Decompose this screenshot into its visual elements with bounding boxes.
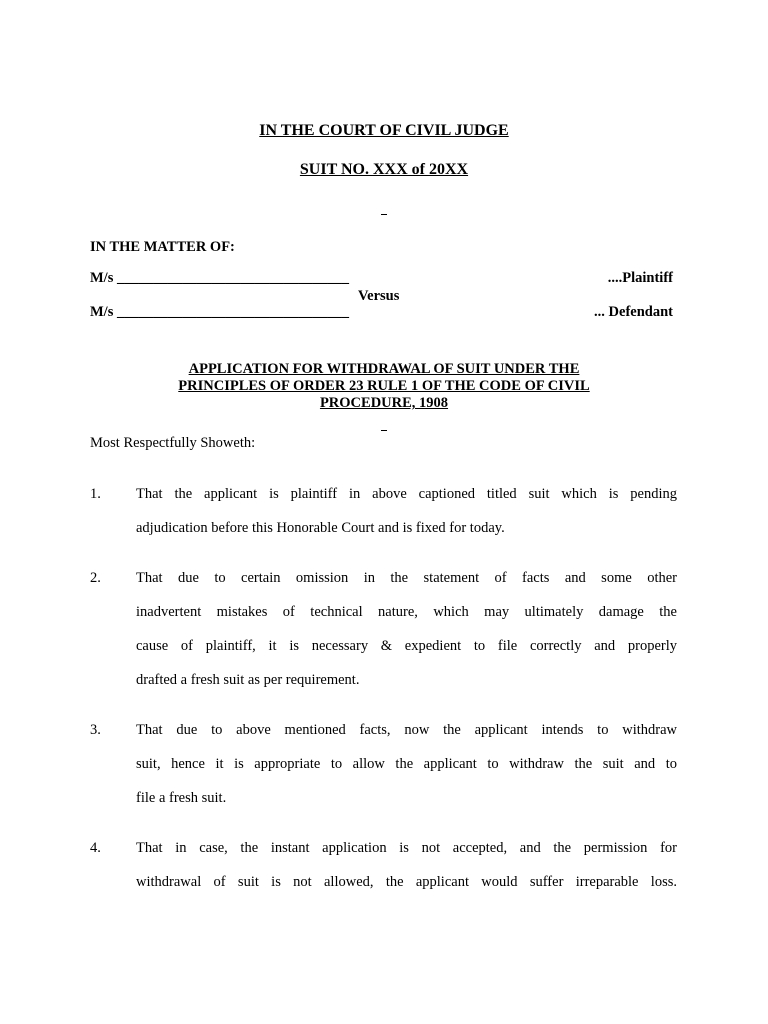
paragraph-1-end <box>136 511 677 545</box>
paragraph-line: That the applicant is plaintiff in above captioned titled suit which is pending <box>136 486 677 502</box>
paragraph-line: That due to certain omission in the statement of facts and some other <box>136 570 677 586</box>
paragraph-2 <box>136 561 677 663</box>
plaintiff-role: ....Plaintiff <box>607 270 673 286</box>
paragraph-line: drafted a fresh suit as per requirement. <box>136 672 360 688</box>
separator-mark <box>381 430 387 431</box>
salutation: Most Respectfully Showeth: <box>90 435 256 451</box>
paragraph-3 <box>136 713 677 781</box>
suit-number: SUIT NO. XXX of 20XX <box>299 161 469 178</box>
matter-label: IN THE MATTER OF: <box>90 239 235 255</box>
paragraph-1 <box>136 477 677 511</box>
application-title-line-2: PRINCIPLES OF ORDER 23 RULE 1 OF THE CODE OF CIVIL <box>178 378 590 394</box>
paragraph-line: inadvertent mistakes of technical nature, which may ultimately damage the <box>136 604 677 620</box>
paragraph-4 <box>136 831 677 899</box>
paragraph-number: 3. <box>90 722 101 738</box>
paragraph-line: cause of plaintiff, it is necessary & expedient to file correctly and properly <box>136 638 677 654</box>
paragraph-2-end <box>136 663 677 697</box>
application-title-line-1: APPLICATION FOR WITHDRAWAL OF SUIT UNDER THE <box>188 361 580 377</box>
paragraph-line: withdrawal of suit is not allowed, the applicant would suffer irreparable loss. <box>136 874 677 890</box>
defendant-role: ... Defendant <box>594 304 673 320</box>
paragraph-3-end <box>136 781 677 815</box>
defendant-line: M/s ________________________________ <box>90 304 349 320</box>
paragraph-number: 4. <box>90 840 101 856</box>
paragraph-line: That in case, the instant application is not accepted, and the permission for <box>136 840 677 856</box>
versus-label: Versus <box>358 288 400 304</box>
paragraph-line: suit, hence it is appropriate to allow the applicant to withdraw the suit and to <box>136 756 677 772</box>
paragraph-line: adjudication before this Honorable Court and is fixed for today. <box>136 520 505 536</box>
paragraph-line: That due to above mentioned facts, now the applicant intends to withdraw <box>136 722 677 738</box>
paragraph-number: 2. <box>90 570 101 586</box>
court-heading: IN THE COURT OF CIVIL JUDGE <box>259 122 509 139</box>
separator-mark <box>381 214 387 215</box>
paragraph-number: 1. <box>90 486 101 502</box>
paragraph-line: file a fresh suit. <box>136 790 227 806</box>
application-title-line-3: PROCEDURE, 1908 <box>319 395 449 411</box>
plaintiff-line: M/s ________________________________ <box>90 270 349 286</box>
